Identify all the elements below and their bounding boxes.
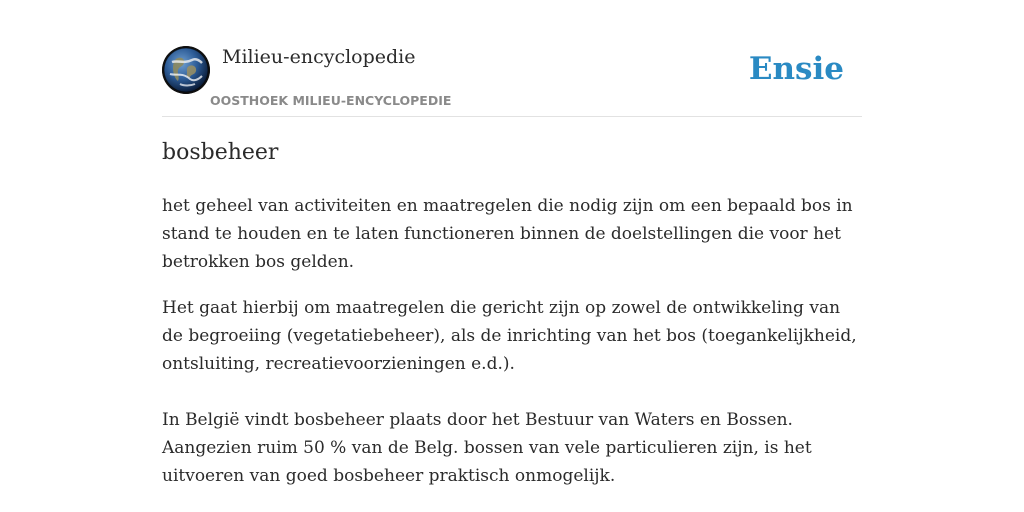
article-paragraph: In België vindt bosbeheer plaats door het Bestuur van Waters en Bossen. Aangezien ruim 50 % van de Belg. bossen van vele particulieren zijn, is het uitvoeren van goed bosbeheer praktisch onmogelijk. bbox=[162, 410, 812, 486]
earth-globe-icon[interactable] bbox=[162, 46, 210, 94]
header bbox=[162, 46, 862, 117]
site-subtitle: OOSTHOEK MILIEU-ENCYCLOPEDIE bbox=[210, 93, 452, 108]
article-paragraph: het geheel van activiteiten en maatregelen die nodig zijn om een bepaald bos in stand te houden en te laten functioneren binnen de doelstellingen die voor het betrokken bos gelden. bbox=[162, 196, 853, 272]
article-body bbox=[162, 192, 862, 490]
article-paragraph: Het gaat hierbij om maatregelen die gericht zijn op zowel de ontwikkeling van de begroeiing (vegetatiebeheer), als de inrichting van het bos (toegankelijkheid, ontsluiting, recreatievoorzieningen e.d.). bbox=[162, 298, 857, 374]
brand-logo-link[interactable]: Ensie bbox=[748, 51, 844, 87]
article-term: bosbeheer bbox=[162, 140, 279, 165]
site-name[interactable]: Milieu-encyclopedie bbox=[222, 46, 416, 68]
